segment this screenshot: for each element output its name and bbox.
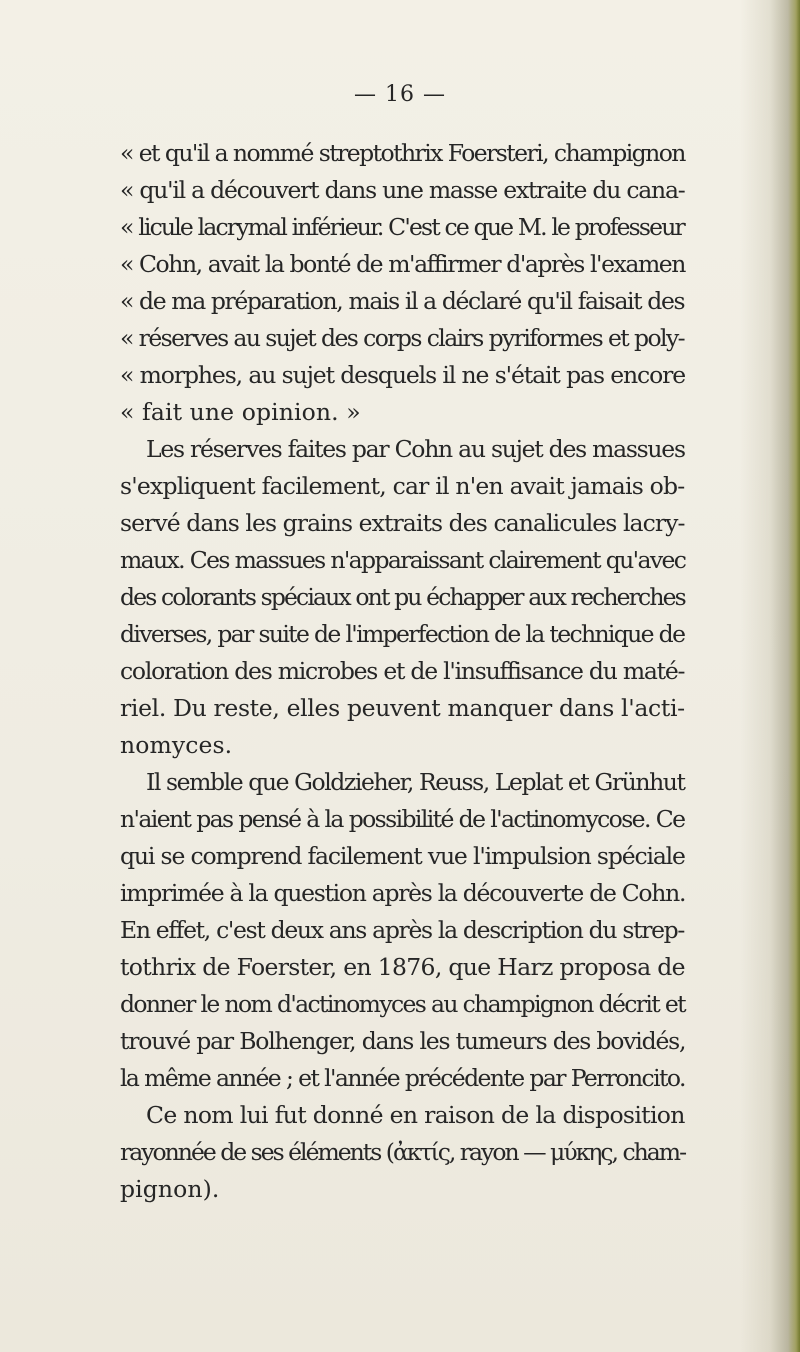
text-line: riel. Du reste, elles peuvent manquer dans l'acti- xyxy=(120,694,685,722)
text-line: Les réserves faites par Cohn au sujet des massues xyxy=(146,435,685,463)
text-line: pignon). xyxy=(120,1175,220,1203)
text-line: maux. Ces massues n'apparaissant clairement qu'avec xyxy=(120,546,686,574)
text-line: « fait une opinion. » xyxy=(120,398,361,426)
text-line: qui se comprend facilement vue l'impulsion spéciale xyxy=(120,842,685,870)
text-line: « Cohn, avait la bonté de m'affirmer d'après l'examen xyxy=(120,250,685,278)
text-line: trouvé par Bolhenger, dans les tumeurs des bovidés, xyxy=(120,1027,686,1055)
text-line: diverses, par suite de l'imperfection de la technique de xyxy=(120,620,685,648)
text-line: En effet, c'est deux ans après la description du strep- xyxy=(120,916,685,944)
text-line: la même année ; et l'année précédente par Perroncito. xyxy=(120,1064,685,1092)
text-line: « licule lacrymal inférieur. C'est ce que M. le professeur xyxy=(120,213,684,241)
text-line: imprimée à la question après la découverte de Cohn. xyxy=(120,879,686,907)
text-line: tothrix de Foerster, en 1876, que Harz proposa de xyxy=(120,953,685,981)
text-line: « de ma préparation, mais il a déclaré qu'il faisait des xyxy=(120,287,685,315)
page-number: — 16 — xyxy=(354,82,446,107)
text-line: coloration des microbes et de l'insuffisance du maté- xyxy=(120,657,685,685)
text-line: « et qu'il a nommé streptothrix Foersteri, champignon xyxy=(120,139,685,167)
text-line: des colorants spéciaux ont pu échapper aux recherches xyxy=(120,583,685,611)
text-line: rayonnée de ses éléments (ἀκτίς, rayon — μύκης, cham- xyxy=(120,1138,686,1166)
text-line: Il semble que Goldzieher, Reuss, Leplat et Grünhut xyxy=(146,768,685,796)
text-line: « réserves au sujet des corps clairs pyriformes et poly- xyxy=(120,324,684,352)
text-line: « qu'il a découvert dans une masse extraite du cana- xyxy=(120,176,685,204)
text-line: servé dans les grains extraits des canalicules lacry- xyxy=(120,509,685,537)
text-line: n'aient pas pensé à la possibilité de l'actinomycose. Ce xyxy=(120,805,685,833)
text-line: s'expliquent facilement, car il n'en avait jamais ob- xyxy=(120,472,685,500)
page-edge xyxy=(788,0,800,1352)
text-line: « morphes, au sujet desquels il ne s'était pas encore xyxy=(120,361,686,389)
text-line: Ce nom lui fut donné en raison de la disposition xyxy=(146,1101,685,1129)
text-line: donner le nom d'actinomyces au champignon décrit et xyxy=(120,990,685,1018)
text-line: nomyces. xyxy=(120,731,233,759)
